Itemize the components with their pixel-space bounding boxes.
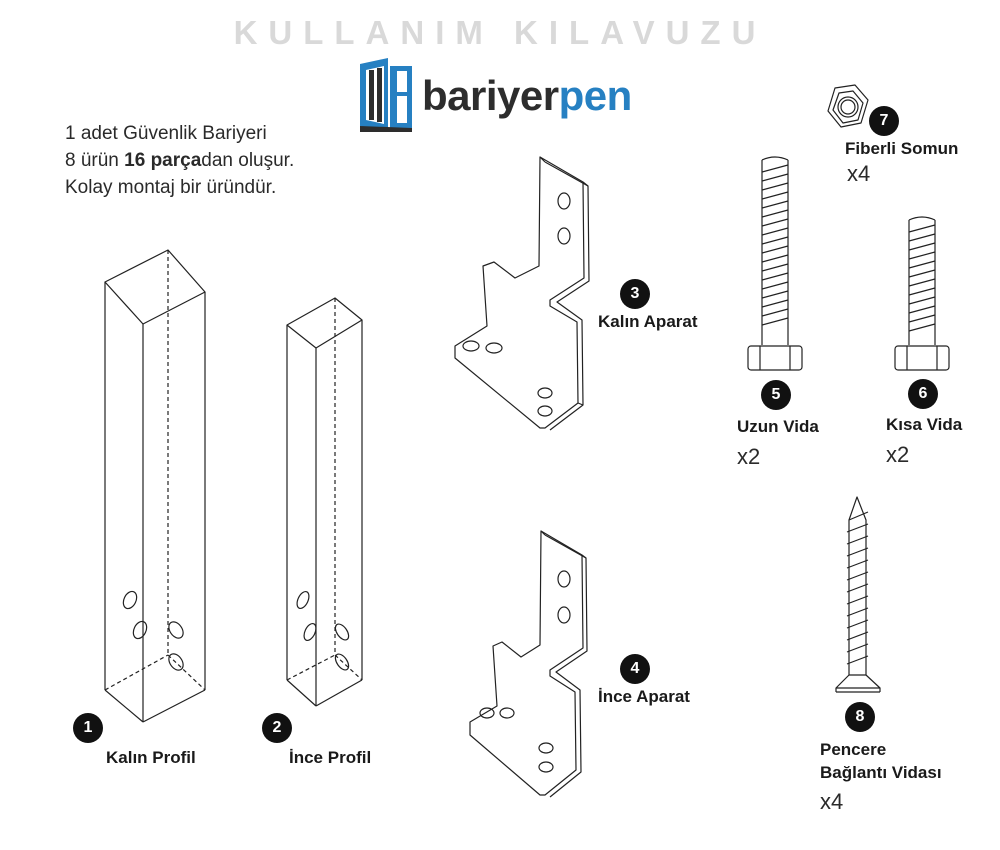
- part-label-line-2: Bağlantı Vidası: [820, 763, 942, 782]
- part-quantity: x2: [886, 442, 910, 467]
- part-number-badge: 7: [869, 106, 899, 136]
- part-label: Kalın Profil: [106, 748, 196, 767]
- part-quantity: x2: [737, 444, 761, 469]
- intro-line-2-suffix: dan oluşur.: [201, 150, 295, 171]
- part-label: Kısa Vida: [886, 415, 963, 434]
- profile-icon: [105, 250, 205, 722]
- part-number-badge: 6: [908, 379, 938, 409]
- part-quantity: x4: [847, 161, 871, 186]
- intro-line-3: Kolay montaj bir üründür.: [65, 177, 277, 198]
- brand-part-blue: pen: [558, 72, 632, 119]
- intro-line-2-prefix: 8 ürün: [65, 150, 125, 171]
- brand-name: [422, 72, 632, 120]
- part-label: Fiberli Somun: [845, 139, 959, 158]
- intro-line-1: 1 adet Güvenlik Bariyeri: [65, 123, 267, 144]
- intro-line-2: [65, 147, 294, 174]
- hex-nut-icon: [828, 85, 868, 127]
- part-number-badge: 5: [761, 380, 791, 410]
- part-number-badge: 3: [620, 279, 650, 309]
- part-quantity: x4: [820, 789, 844, 814]
- part-label: Uzun Vida: [737, 417, 819, 436]
- part-label: İnce Profil: [289, 748, 372, 767]
- part-label-line-1: Pencere: [820, 740, 887, 759]
- page-title: KULLANIM KILAVUZU: [233, 14, 767, 51]
- screw-icon: [748, 157, 802, 370]
- bracket-icon: [455, 157, 589, 430]
- part-label: Kalın Aparat: [598, 312, 698, 331]
- part-number-badge: 2: [262, 713, 292, 743]
- brand-part-dark: bariyer: [422, 72, 559, 119]
- intro-line-2-bold: 16 parça: [124, 150, 202, 171]
- part-number-badge: 4: [620, 654, 650, 684]
- part-label: İnce Aparat: [598, 687, 690, 706]
- part-number-badge: 1: [73, 713, 103, 743]
- intro-text: [65, 120, 294, 201]
- part-number-badge: 8: [845, 702, 875, 732]
